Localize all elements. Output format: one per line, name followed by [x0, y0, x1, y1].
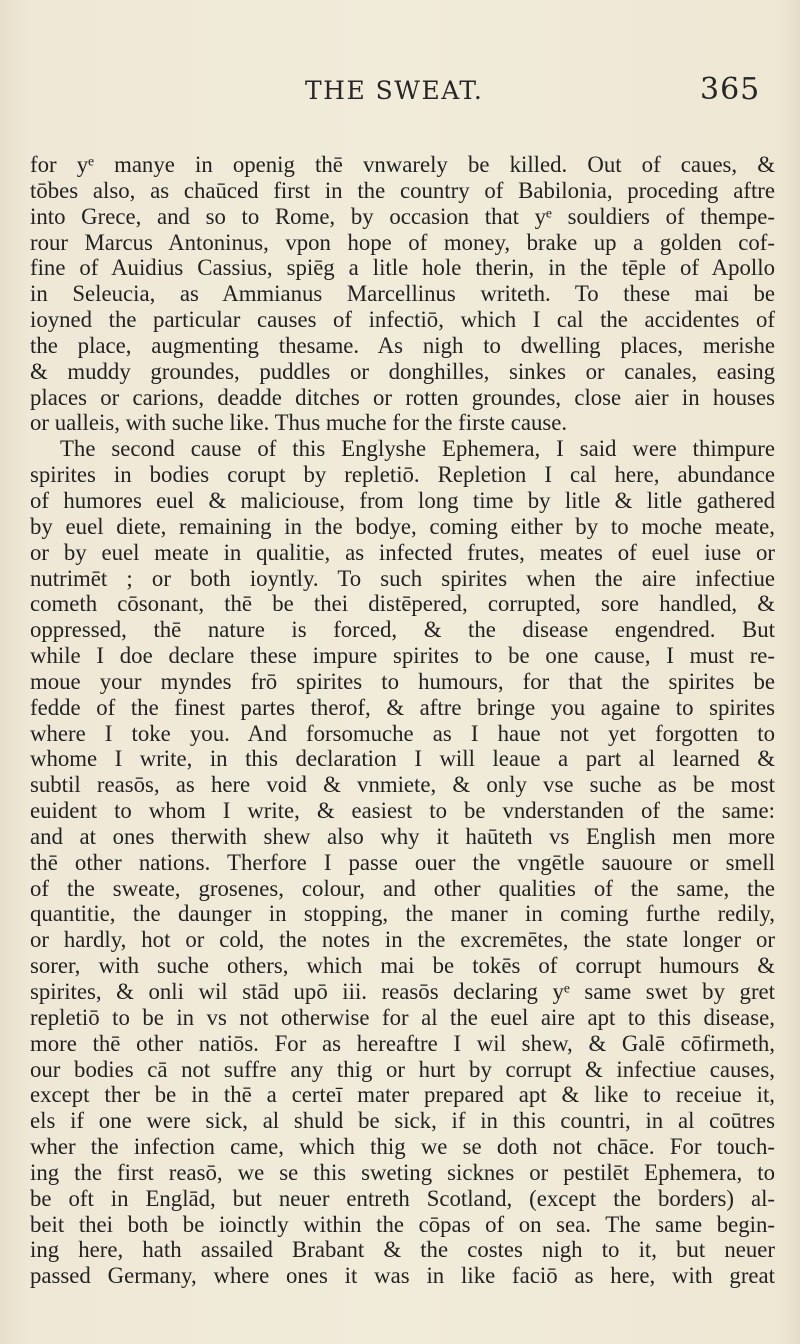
- text-line: spirites, & onli wil stād upō iii. reasōs declaring yᵉ same swet by gret: [30, 979, 775, 1004]
- text-line: wher the infection came, which thig we se doth not chāce. For touch-: [30, 1134, 775, 1160]
- body-text: [30, 152, 775, 1289]
- text-line: ing here, hath assailed Brabant & the costes nigh to it, but neuer: [30, 1237, 775, 1263]
- text-line: The second cause of this Englyshe Ephemera, I said were thimpure: [60, 436, 775, 462]
- text-line: quantitie, the daunger in stopping, the maner in coming furthe redily,: [30, 901, 775, 927]
- text-line: tōbes also, as chaūced first in the country of Babilonia, proceding aftre: [30, 177, 775, 203]
- text-line: & muddy groundes, puddles or donghilles, sinkes or canales, easing: [30, 358, 775, 384]
- text-line: ing the first reasō, we se this sweting sicknes or pestilēt Ephemera, to: [30, 1159, 775, 1185]
- text-line: cometh cōsonant, thē be thei distēpered, corrupted, sore handled, &: [30, 591, 775, 617]
- text-line: moue your myndes frō spirites to humours, for that the spirites be: [30, 668, 775, 694]
- text-line: in Seleucia, as Ammianus Marcellinus writeth. To these mai be: [30, 281, 775, 307]
- text-line: for yᵉ manye in openig thē vnwarely be killed. Out of caues, &: [30, 152, 775, 177]
- text-line: fine of Auidius Cassius, spiēg a litle hole therin, in the tēple of Apollo: [30, 255, 775, 281]
- text-line: nutrimēt ; or both ioyntly. To such spirites when the aire infectiue: [30, 565, 775, 591]
- text-line: the place, augmenting thesame. As nigh to dwelling places, merishe: [30, 332, 775, 358]
- text-line: or by euel meate in qualitie, as infected frutes, meates of euel iuse or: [30, 539, 775, 565]
- text-line: beit thei both be ioinctly within the cōpas of on sea. The same begin-: [30, 1211, 775, 1237]
- page-number: 365: [700, 72, 761, 107]
- text-line: into Grece, and so to Rome, by occasion that yᵉ souldiers of thempe-: [30, 203, 775, 229]
- text-line: whome I write, in this declaration I will leaue a part al learned &: [30, 746, 775, 772]
- text-line: more thē other natiōs. For as hereaftre I wil shew, & Galē cōfirmeth,: [30, 1030, 775, 1056]
- text-line: while I doe declare these impure spirites to be one cause, I must re-: [30, 643, 775, 669]
- text-line: passed Germany, where ones it was in like faciō as here, with great: [30, 1263, 775, 1289]
- text-line: oppressed, thē nature is forced, & the disease engendred. But: [30, 617, 775, 643]
- page-header: [0, 72, 800, 116]
- text-line: repletiō to be in vs not otherwise for al the euel aire apt to this disease,: [30, 1004, 775, 1030]
- text-line: sorer, with suche others, which mai be tokēs of corrupt humours &: [30, 953, 775, 979]
- text-line: be oft in Englād, but neuer entreth Scotland, (except the borders) al-: [30, 1185, 775, 1211]
- text-line: euident to whom I write, & easiest to be vnderstanden of the same:: [30, 798, 775, 824]
- running-title: THE SWEAT.: [305, 76, 484, 105]
- text-line: or ualleis, with suche like. Thus muche for the firste cause.: [30, 410, 568, 436]
- text-line: of humores euel & maliciouse, from long time by litle & litle gathered: [30, 487, 775, 513]
- text-line: except ther be in thē a certeī mater prepared apt & like to receiue it,: [30, 1082, 775, 1108]
- text-line: fedde of the finest partes therof, & aftre bringe you againe to spirites: [30, 694, 775, 720]
- text-line: our bodies cā not suffre any thig or hurt by corrupt & infectiue causes,: [30, 1056, 775, 1082]
- text-line: thē other nations. Therfore I passe ouer the vngētle sauoure or smell: [30, 849, 775, 875]
- text-line: rour Marcus Antoninus, vpon hope of money, brake up a golden cof-: [30, 229, 775, 255]
- text-line: spirites in bodies corupt by repletiō. Repletion I cal here, abundance: [30, 462, 775, 488]
- text-line: places or carions, deadde ditches or rotten groundes, close aier in houses: [30, 384, 775, 410]
- text-line: where I toke you. And forsomuche as I haue not yet forgotten to: [30, 720, 775, 746]
- text-line: of the sweate, grosenes, colour, and other qualities of the same, the: [30, 875, 775, 901]
- text-line: els if one were sick, al shuld be sick, if in this countri, in al coūtres: [30, 1108, 775, 1134]
- text-line: ioyned the particular causes of infectiō, which I cal the accidentes of: [30, 307, 775, 333]
- text-line: or hardly, hot or cold, the notes in the excremētes, the state longer or: [30, 927, 775, 953]
- text-line: by euel diete, remaining in the bodye, coming either by to moche meate,: [30, 513, 775, 539]
- text-line: subtil reasōs, as here void & vnmiete, & only vse suche as be most: [30, 772, 775, 798]
- text-line: and at ones therwith shew also why it haūteth vs English men more: [30, 823, 775, 849]
